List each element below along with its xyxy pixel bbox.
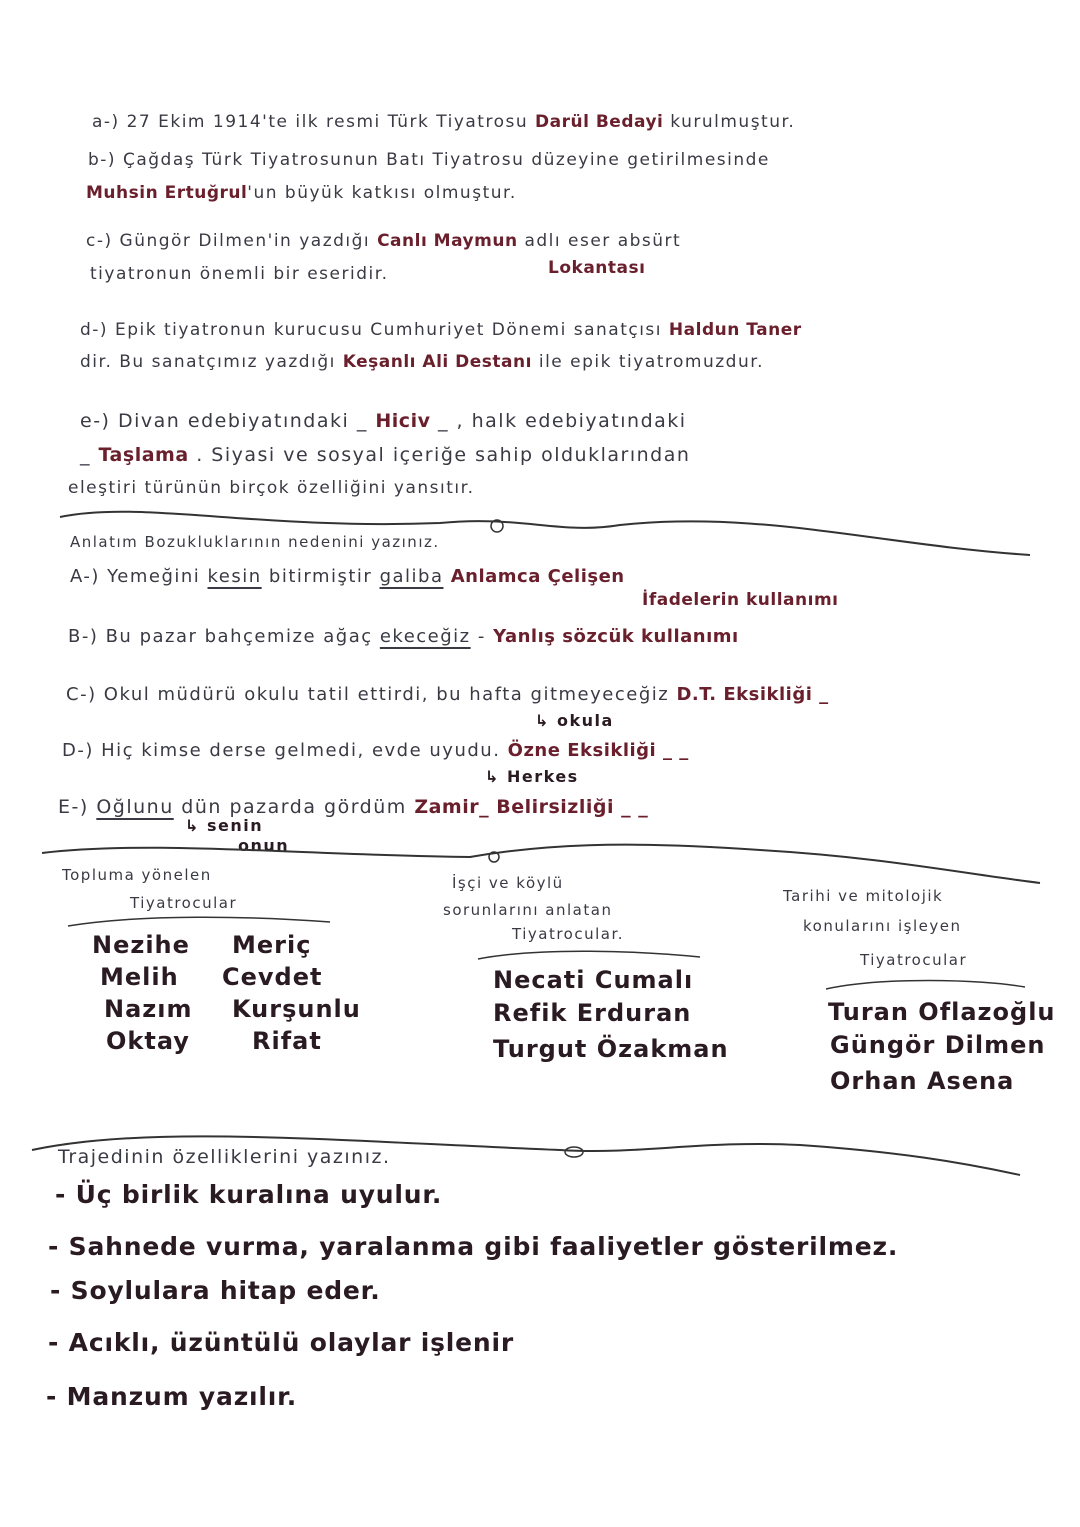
col3-underline [0, 975, 1080, 995]
item-C-note [535, 713, 614, 729]
bullet-item: - Soylulara hitap eder. [50, 1276, 381, 1305]
text-segment: _ , halk edebiyatındaki [430, 410, 687, 432]
name: Refik Erduran [493, 999, 692, 1027]
col2-header-1: İşçi ve köylü [452, 874, 564, 892]
text-segment: _ [80, 444, 99, 466]
text-segment: ile epik tiyatromuzdur. [531, 352, 765, 372]
name: Nazım [104, 995, 193, 1023]
item-A-answer [642, 592, 839, 609]
item-E [58, 798, 648, 817]
answer-text: Taşlama [98, 444, 189, 466]
col1-header-2: Tiyatrocular [130, 894, 238, 912]
item-d-line2 [80, 354, 764, 371]
text-segment: A-) Yemeğini [70, 566, 208, 587]
item-c-correction [548, 260, 645, 277]
answer-text: Muhsin Ertuğrul [86, 183, 248, 203]
text-segment [443, 566, 450, 587]
answer-text: Özne Eksikliği _ _ [507, 740, 689, 761]
bullet-item: - Sahnede vurma, yaralanma gibi faaliyetler gösterilmez. [48, 1232, 899, 1261]
text-segment: Anlatım Bozukluklarının nedenini yazınız. [70, 533, 440, 551]
text-segment: dün pazarda gördüm [173, 796, 415, 818]
bullet-item: - Üç birlik kuralına uyulur. [55, 1180, 443, 1209]
col3-header-3: Tiyatrocular [860, 951, 968, 969]
name: Kurşunlu [232, 995, 361, 1023]
text-segment: e-) Divan edebiyatındaki _ [80, 410, 376, 432]
text-segment: - [470, 626, 494, 647]
trajedi-heading: Trajedinin özelliklerini yazınız. [58, 1146, 391, 1168]
item-b-line2 [86, 185, 517, 202]
name: Oktay [106, 1027, 190, 1055]
name: Melih [100, 963, 179, 991]
bullet-item: - Acıklı, üzüntülü olaylar işlenir [48, 1328, 515, 1357]
text-segment: . Siyasi ve sosyal içeriğe sahip olduklarından [188, 444, 691, 466]
answer-text: Yanlış sözcük kullanımı [493, 626, 739, 647]
text-segment: d-) Epik tiyatronun kurucusu Cumhuriyet Dönemi sanatçısı [80, 320, 669, 340]
name: Nezihe [92, 931, 190, 959]
name: Rifat [252, 1027, 322, 1055]
text-segment: B-) Bu pazar bahçemize ağaç [68, 626, 380, 647]
name: Necati Cumalı [493, 966, 694, 994]
item-e-line2 [80, 446, 690, 465]
text-segment: kurulmuştur. [663, 112, 796, 132]
col3-header-2: konularını işleyen [803, 917, 962, 935]
underlined-word: kesin [207, 566, 262, 587]
text-segment: 'un büyük katkısı olmuştur. [247, 183, 517, 203]
item-D-note [485, 769, 579, 785]
answer-text: Anlamca Çelişen [450, 566, 625, 587]
underlined-word: galiba [379, 566, 444, 587]
item-B [68, 628, 739, 646]
item-E-note1 [185, 818, 263, 834]
item-d-line1 [80, 322, 802, 339]
text-segment: ↳ Herkes [485, 767, 579, 786]
name: Güngör Dilmen [830, 1031, 1046, 1059]
text-segment: b-) Çağdaş Türk Tiyatrosunun Batı Tiyatrosu düzeyine getirilmesinde [88, 150, 770, 170]
text-segment: a-) 27 Ekim 1914'te ilk resmi Türk Tiyatrosu [92, 112, 536, 132]
answer-text: İfadelerin kullanımı [642, 590, 839, 610]
name: Turgut Özakman [493, 1035, 729, 1063]
answer-text: Darül Bedayi [535, 112, 664, 132]
text-segment: C-) Okul müdürü okulu tatil ettirdi, bu hafta gitmeyeceğiz [66, 684, 677, 705]
name: Meriç [232, 931, 312, 959]
name: Turan Oflazoğlu [828, 998, 1056, 1026]
name: Cevdet [222, 963, 323, 991]
col2-header-2: sorunlarını anlatan [443, 901, 613, 919]
item-C [66, 686, 829, 704]
text-segment: tiyatronun önemli bir eseridir. [90, 264, 389, 284]
answer-text: D.T. Eksikliği _ [676, 684, 829, 705]
item-b-line1 [88, 152, 770, 169]
answer-text: Hiciv [375, 410, 431, 432]
answer-text: Haldun Taner [668, 320, 802, 340]
text-segment: bitirmiştir [261, 566, 380, 587]
col1-header-1: Topluma yönelen [62, 866, 212, 884]
bullet-item: - Manzum yazılır. [46, 1382, 298, 1411]
answer-text: Keşanlı Ali Destanı [342, 352, 532, 372]
answer-text: Lokantası [548, 258, 646, 278]
item-e-line3 [68, 480, 474, 497]
item-D [62, 742, 689, 760]
text-segment: eleştiri türünün birçok özelliğini yansıtır. [68, 478, 475, 498]
col3-header-1: Tarihi ve mitolojik [783, 887, 944, 905]
text-segment: D-) Hiç kimse derse gelmedi, evde uyudu. [62, 740, 508, 761]
item-c-line2 [90, 266, 389, 283]
underlined-word: Oğlunu [96, 796, 174, 818]
item-c-line1 [86, 233, 681, 250]
answer-text: Canlı Maymun [377, 231, 518, 251]
text-segment: ↳ senin [185, 816, 264, 835]
item-e-line1 [80, 412, 687, 431]
text-segment: onun [238, 836, 290, 855]
answer-text: Zamir_ Belirsizliği _ _ [414, 796, 649, 818]
item-A [70, 568, 625, 586]
text-segment: adlı eser absürt [517, 231, 682, 251]
text-segment: E-) [58, 796, 97, 818]
name: Orhan Asena [830, 1067, 1015, 1095]
col2-header-3: Tiyatrocular. [512, 925, 625, 943]
text-segment: dir. Bu sanatçımız yazdığı [80, 352, 343, 372]
anlatim-heading [70, 535, 440, 550]
text-segment: c-) Güngör Dilmen'in yazdığı [86, 231, 378, 251]
item-a [92, 114, 795, 131]
underlined-word: ekeceğiz [379, 626, 471, 647]
text-segment: ↳ okula [535, 711, 614, 730]
